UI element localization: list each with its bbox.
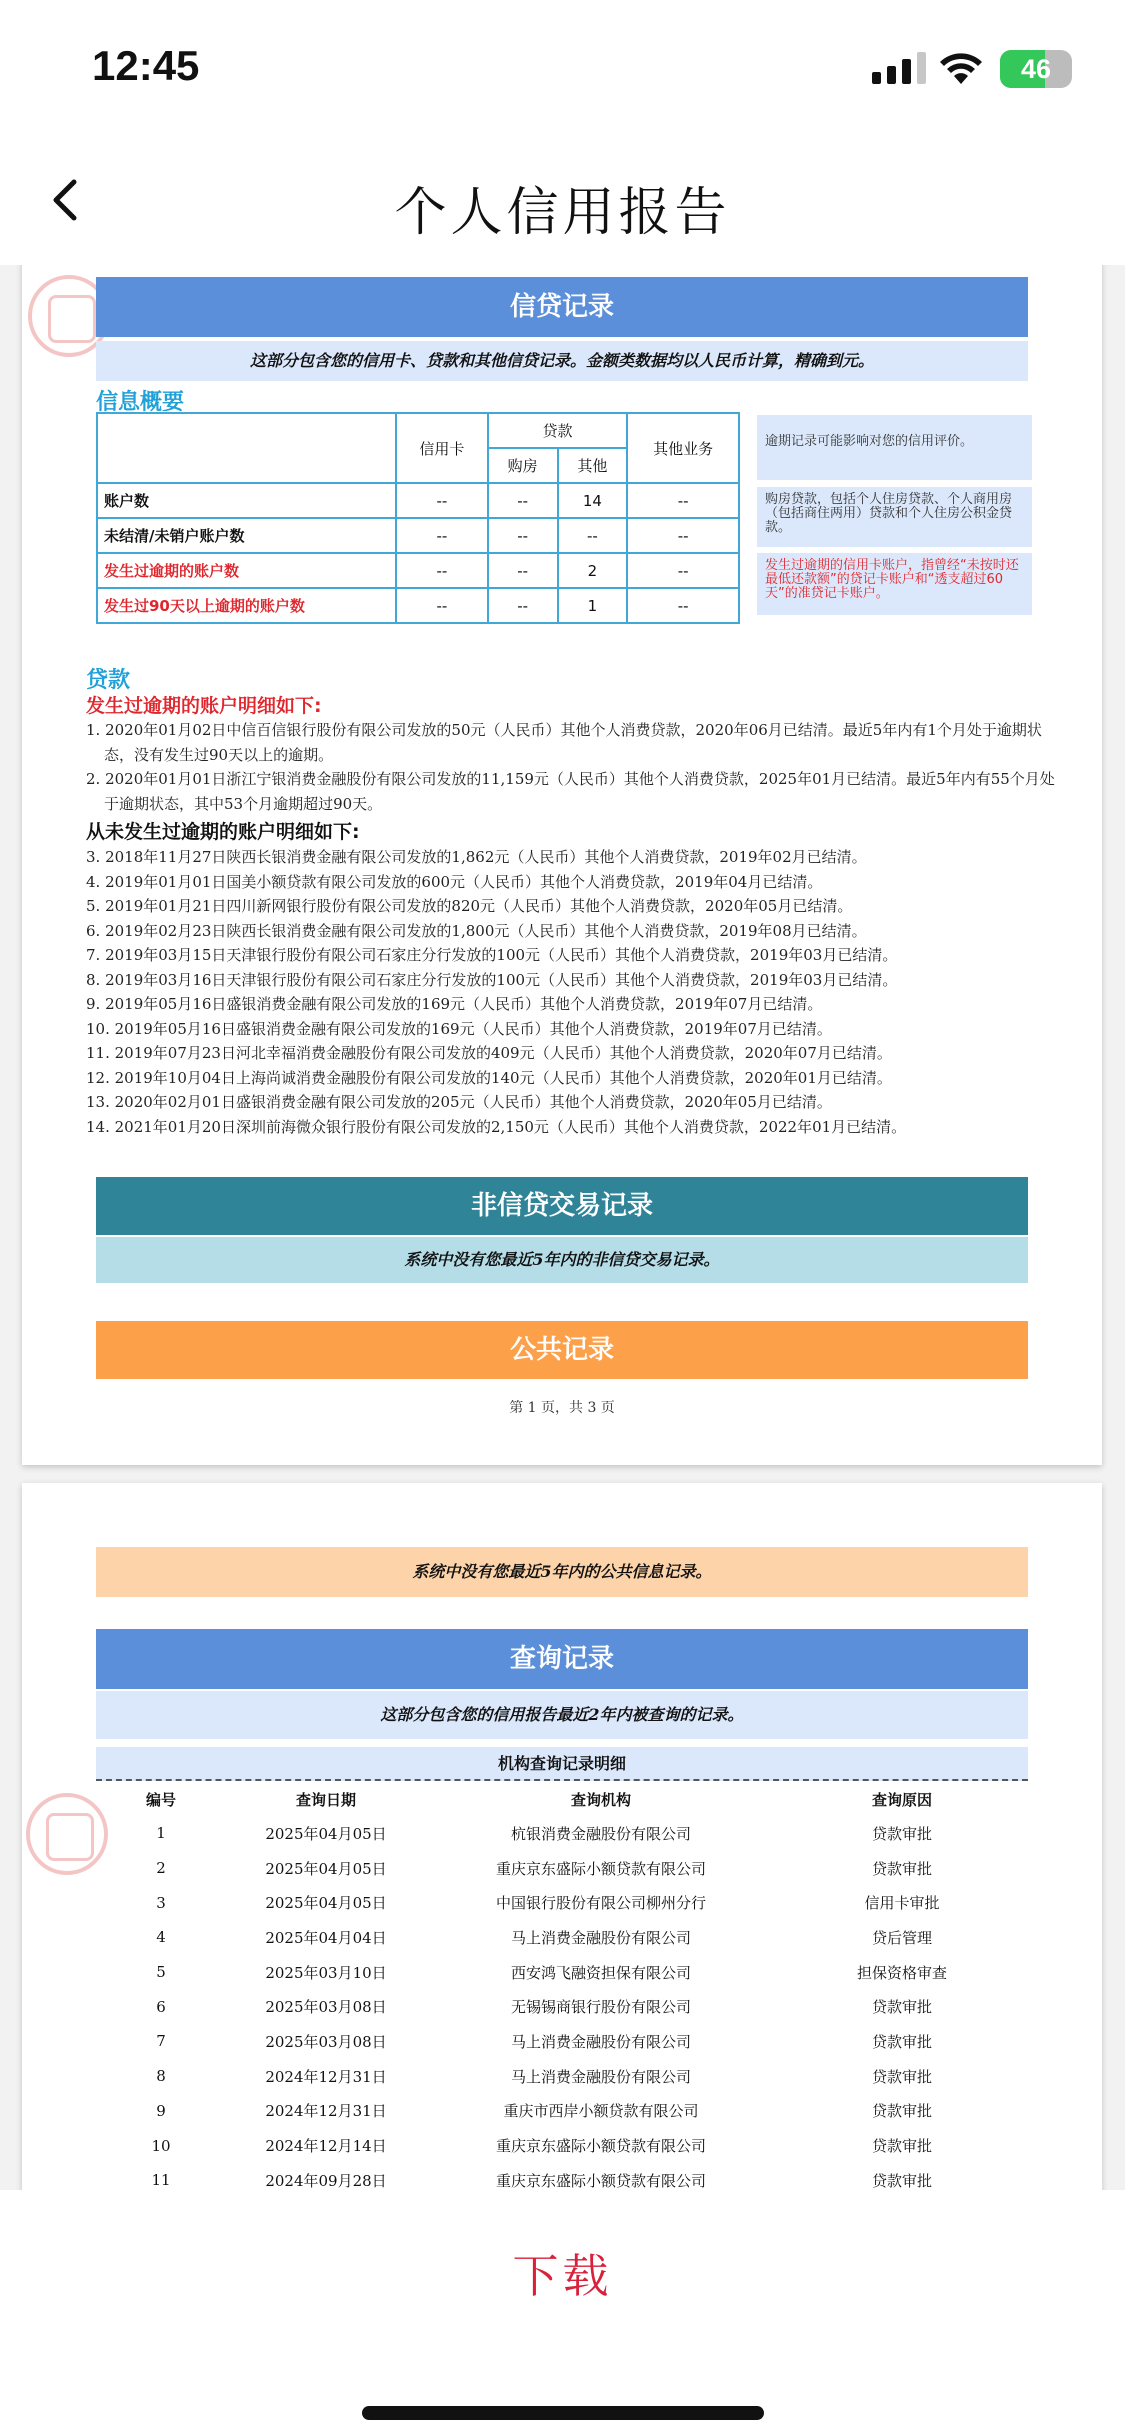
overdue-list [86, 718, 1066, 816]
cell: -- [488, 588, 558, 623]
home-indicator [362, 2406, 764, 2420]
cell: 4 [156, 1928, 166, 1947]
cell: -- [488, 483, 558, 518]
cell: 担保资格审查 [856, 1963, 947, 1982]
col-loan: 贷款 [488, 413, 628, 448]
cell: 马上消费金融股份有限公司 [510, 1928, 691, 1947]
credit-section-header: 信贷记录 [96, 277, 1028, 337]
cell: 2024年12月31日 [265, 2102, 387, 2121]
cell: 重庆京东盛际小额贷款有限公司 [495, 2137, 706, 2156]
cell: -- [558, 518, 628, 553]
col-other-business: 其他业务 [627, 413, 739, 483]
cell: 无锡锡商银行股份有限公司 [510, 1998, 691, 2017]
cell: -- [627, 588, 739, 623]
cell: 贷款审批 [871, 2067, 932, 2086]
query-detail-title: 机构查询记录明细 [96, 1747, 1028, 1781]
cell: 10 [151, 2136, 171, 2155]
cell: 贷款审批 [871, 2171, 932, 2190]
cell: 9 [156, 2101, 166, 2120]
table-row [96, 1816, 1028, 1851]
list-item: 9. 2019年05月16日盛银消费金融有限公司发放的169元（人民币）其他个人消费贷款，2019年07月已结清。 [86, 995, 823, 1013]
public-section-subtitle: 系统中没有您最近5年内的公共信息记录。 [96, 1547, 1028, 1597]
row-label: 账户数 [97, 483, 396, 518]
list-item: 3. 2018年11月27日陕西长银消费金融有限公司发放的1,862元（人民币）其他个人消费贷款，2019年02月已结清。 [86, 848, 867, 866]
loans-title: 贷款 [86, 668, 131, 693]
list-item: 14. 2021年01月20日深圳前海微众银行股份有限公司发放的2,150元（人民币）其他个人消费贷款，2022年01月已结清。 [86, 1117, 907, 1136]
cell: 马上消费金融股份有限公司 [510, 2067, 691, 2086]
cell: 2025年03月10日 [265, 1963, 387, 1982]
cell: 贷款审批 [871, 2032, 932, 2051]
cell: 2024年12月31日 [265, 2067, 387, 2086]
report-page-1 [22, 265, 1102, 1465]
col-other: 其他 [558, 448, 628, 483]
normal-list [86, 845, 1066, 1139]
list-item: 4. 2019年01月01日国美小额贷款有限公司发放的600元（人民币）其他个人消费贷款，2019年04月已结清。 [86, 872, 823, 891]
cell: 2025年04月05日 [265, 1894, 387, 1913]
page-title: 个人信用报告 [394, 183, 731, 243]
list-item: 10. 2019年05月16日盛银消费金融有限公司发放的169元（人民币）其他个人消费贷款，2019年07月已结清。 [86, 1019, 832, 1038]
cell: 重庆京东盛际小额贷款有限公司 [495, 1859, 706, 1878]
table-row [96, 2024, 1028, 2059]
cell: 11 [151, 2171, 171, 2190]
summary-table [96, 412, 740, 624]
query-section-header: 查询记录 [96, 1629, 1028, 1689]
col-credit-card: 信用卡 [396, 413, 488, 483]
table-row [97, 588, 739, 623]
table-row [96, 1920, 1028, 1955]
cell: 贷款审批 [871, 1998, 932, 2017]
cell: -- [396, 518, 488, 553]
cell: 2025年04月04日 [265, 1928, 387, 1947]
battery-level: 46 [1020, 54, 1052, 84]
cell: 2024年12月14日 [265, 2137, 387, 2156]
table-row [96, 2094, 1028, 2129]
cell: 贷款审批 [871, 1824, 932, 1843]
battery-icon [1000, 50, 1072, 88]
note-housing: 购房贷款，包括个人住房贷款、个人商用房（包括商住两用）贷款和个人住房公积金贷款。 [757, 487, 1032, 547]
table-row [96, 2163, 1028, 2190]
cell: 杭银消费金融股份有限公司 [510, 1824, 691, 1843]
cell: 信用卡审批 [864, 1894, 940, 1913]
list-item: 1. 2020年01月02日中信百信银行股份有限公司发放的50元（人民币）其他个人消费贷款，2020年06月已结清。最近5年内有1个月处于逾期状态，没有发生过90天以上的逾期。 [86, 721, 1042, 764]
overview-title: 信息概要 [96, 390, 185, 415]
table-row [97, 518, 739, 553]
cell: 14 [558, 483, 628, 518]
cell: 贷款审批 [871, 1859, 932, 1878]
cell: -- [627, 518, 739, 553]
cell: 西安鸿飞融资担保有限公司 [510, 1963, 691, 1982]
credit-section-subtitle: 这部分包含您的信用卡、贷款和其他信贷记录。金额类数据均以人民币计算，精确到元。 [96, 341, 1028, 381]
public-section-header: 公共记录 [96, 1321, 1028, 1379]
list-item: 11. 2019年07月23日河北幸福消费金融股份有限公司发放的409元（人民币）其他个人消费贷款，2020年07月已结清。 [86, 1044, 892, 1062]
row-label: 未结清/未销户账户数 [97, 518, 396, 553]
nav-bar [0, 140, 1125, 265]
list-item: 6. 2019年02月23日陕西长银消费金融有限公司发放的1,800元（人民币）其他个人消费贷款，2019年08月已结清。 [86, 921, 867, 940]
status-bar [0, 0, 1125, 140]
row-label: 发生过90天以上逾期的账户数 [97, 588, 396, 623]
note-credit-card: 发生过逾期的信用卡账户，指曾经“未按时还最低还款额”的贷记卡账户和“透支超过60天”的准贷记卡账户。 [757, 553, 1032, 615]
cell: -- [396, 483, 488, 518]
overdue-title: 发生过逾期的账户明细如下: [86, 695, 322, 717]
list-item: 2. 2020年01月01日浙江宁银消费金融股份有限公司发放的11,159元（人民币）其他个人消费贷款，2025年01月已结清。最近5年内有55个月处于逾期状态，其中53个月逾期超过90天。 [86, 770, 1055, 813]
cell: -- [396, 553, 488, 588]
cell: 3 [156, 1893, 166, 1912]
cell: 2025年03月08日 [265, 1998, 387, 2017]
noncredit-section-header: 非信贷交易记录 [96, 1177, 1028, 1235]
cell: 1 [156, 1824, 166, 1843]
cell: 贷款审批 [871, 2102, 932, 2121]
cell: 重庆市西岸小额贷款有限公司 [503, 2102, 699, 2121]
table-row [96, 2128, 1028, 2163]
cellular-signal-icon [872, 52, 926, 84]
cell: 贷款审批 [871, 2137, 932, 2156]
list-item: 5. 2019年01月21日四川新网银行股份有限公司发放的820元（人民币）其他个人消费贷款，2020年05月已结清。 [86, 897, 853, 915]
cell: 2 [558, 553, 628, 588]
col-date: 查询日期 [295, 1791, 356, 1809]
noncredit-section-subtitle: 系统中没有您最近5年内的非信贷交易记录。 [96, 1237, 1028, 1283]
table-row [96, 2059, 1028, 2094]
cell: -- [627, 483, 739, 518]
page-number: 第 1 页，共 3 页 [509, 1400, 615, 1416]
col-house: 购房 [488, 448, 558, 483]
col-org: 查询机构 [570, 1791, 631, 1809]
status-time: 12:45 [92, 42, 200, 89]
cell: 5 [156, 1963, 166, 1982]
normal-title: 从未发生过逾期的账户明细如下: [86, 821, 360, 843]
col-no: 编号 [145, 1791, 176, 1809]
cell: -- [396, 588, 488, 623]
wifi-icon [938, 50, 984, 86]
cell: -- [488, 518, 558, 553]
note-overdue: 逾期记录可能影响对您的信用评价。 [757, 415, 1032, 480]
list-item: 8. 2019年03月16日天津银行股份有限公司石家庄分行发放的100元（人民币）其他个人消费贷款，2019年03月已结清。 [86, 970, 898, 989]
list-item: 13. 2020年02月01日盛银消费金融有限公司发放的205元（人民币）其他个人消费贷款，2020年05月已结清。 [86, 1093, 832, 1111]
download-button[interactable]: 下载 [512, 2249, 613, 2303]
cell: 7 [156, 2032, 166, 2051]
cell: 贷后管理 [871, 1928, 932, 1947]
table-row [97, 483, 739, 518]
cell: 2024年09月28日 [265, 2171, 387, 2190]
cell: 2025年04月05日 [265, 1859, 387, 1878]
bottom-bar [0, 2190, 1125, 2435]
table-row [96, 1989, 1028, 2024]
query-table [96, 1783, 1028, 2190]
table-row [96, 1851, 1028, 1886]
cell: 1 [558, 588, 628, 623]
list-item: 7. 2019年03月15日天津银行股份有限公司石家庄分行发放的100元（人民币）其他个人消费贷款，2019年03月已结清。 [86, 946, 898, 964]
cell: 6 [156, 1997, 166, 2016]
cell: 2 [156, 1859, 166, 1878]
table-row [97, 553, 739, 588]
document-viewer[interactable] [0, 265, 1125, 2190]
report-page-2 [22, 1483, 1102, 2190]
cell: 马上消费金融股份有限公司 [510, 2032, 691, 2051]
table-row [96, 1885, 1028, 1920]
query-section-subtitle: 这部分包含您的信用报告最近2年内被查询的记录。 [96, 1691, 1028, 1739]
cell: -- [488, 553, 558, 588]
cell: 中国银行股份有限公司柳州分行 [495, 1894, 706, 1913]
cell: 2025年04月05日 [265, 1824, 387, 1843]
cell: -- [627, 553, 739, 588]
cell: 2025年03月08日 [265, 2032, 387, 2051]
table-row [96, 1955, 1028, 1990]
cell: 重庆京东盛际小额贷款有限公司 [495, 2171, 706, 2190]
row-label: 发生过逾期的账户数 [97, 553, 396, 588]
cell: 8 [156, 2067, 166, 2086]
col-reason: 查询原因 [871, 1791, 932, 1809]
list-item: 12. 2019年10月04日上海尚诚消费金融股份有限公司发放的140元（人民币）其他个人消费贷款，2020年01月已结清。 [86, 1068, 892, 1087]
